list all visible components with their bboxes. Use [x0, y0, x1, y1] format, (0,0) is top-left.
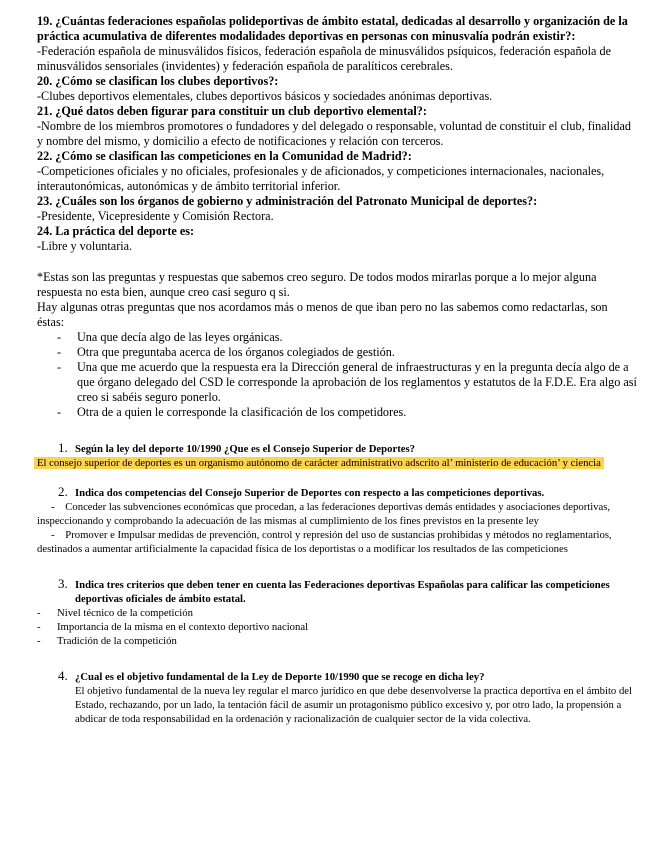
- numbered-question-1: [37, 442, 637, 456]
- document-page: [37, 14, 637, 726]
- list-item: - Nivel técnico de la competición: [37, 606, 637, 620]
- answer-23: -Presidente, Vicepresidente y Comisión Rectora.: [37, 209, 274, 223]
- answer-2-item-2: - Promover e Impulsar medidas de prevención, control y represión del uso de sustancias prohibidas y métodos no reglamentarios, destinados a aumentar artificialmente la capacidad física de los deportistas o a modificar los resultados de las competiciones: [37, 529, 615, 555]
- item-number: 2.: [58, 484, 68, 499]
- answer-20: -Clubes deportivos elementales, clubes deportivos básicos y sociedades anónimas deportivas.: [37, 89, 493, 103]
- question-24: 24. La práctica del deporte es:: [37, 224, 195, 238]
- answer-1-wrap: [37, 456, 637, 470]
- question-22: 22. ¿Cómo se clasifican las competiciones en la Comunidad de Madrid?:: [37, 149, 412, 163]
- question-text: Según la ley del deporte 10/1990 ¿Que es el Consejo Superior de Deportes?: [75, 443, 416, 455]
- question-23: 23. ¿Cuáles son los órganos de gobierno y administración del Patronato Municipal de deportes?:: [37, 194, 538, 208]
- answer-24: -Libre y voluntaria.: [37, 239, 133, 253]
- remembered-questions-list: [37, 330, 637, 420]
- question-19: 19. ¿Cuántas federaciones españolas polideportivas de ámbito estatal, dedicadas al desarrollo y organización de la práctica acumulativa de diferentes modalidades deportivas en personas con minusvalía podrán existir?:: [37, 14, 628, 43]
- list-item: - Otra de a quien le corresponde la clasificación de los competidores.: [37, 405, 637, 420]
- answer-21: -Nombre de los miembros promotores o fundadores y del delegado o responsable, voluntad de constituir el club, finalidad y nombre del mismo, y domicilio a efecto de notificaciones y relación con terceros.: [37, 119, 631, 148]
- answer-2-item-1: - Conceder las subvenciones económicas que procedan, a las federaciones deportivas demás entidades y asociaciones deportivas, inspeccionando y comprobando la adecuación de las mismas al cumplimiento de los fines previstos en la presente ley: [37, 501, 613, 527]
- numbered-question-3: [37, 578, 637, 606]
- list-item: - Una que me acuerdo que la respuesta era la Dirección general de infraestructuras y en la pregunta decía algo de a que órgano delegado del CSD le corresponde la aprobación de los reglamentos y estatutos de la F.D.E. Era algo así creo si sabéis seguro ponerlo.: [37, 360, 637, 405]
- question-20: 20. ¿Cómo se clasifican los clubes deportivos?:: [37, 74, 279, 88]
- item-number: 1.: [58, 440, 68, 455]
- numbered-section: [37, 442, 637, 726]
- answer-22: -Competiciones oficiales y no oficiales, profesionales y de aficionados, y competiciones internacionales, nacionales, interautonómicas, autonómicas y de ámbito territorial inferior.: [37, 164, 605, 193]
- answer-19: -Federación española de minusválidos físicos, federación española de minusválidos psíquicos, federación española de minusválidos sensoriales (invidentes) y federación española de paralíticos cerebrales.: [37, 44, 611, 73]
- question-text: Indica dos competencias del Consejo Superior de Deportes con respecto a las competiciones deportivas.: [75, 487, 545, 499]
- qa-section: [37, 14, 637, 420]
- item-number: 4.: [58, 668, 68, 683]
- list-item: - Tradición de la competición: [37, 634, 637, 648]
- list-item: - Otra que preguntaba acerca de los órganos colegiados de gestión.: [37, 345, 637, 360]
- note-paragraph-2: Hay algunas otras preguntas que nos acordamos más o menos de que iban pero no las sabemos como redactarlas, son éstas:: [37, 300, 608, 329]
- question-21: 21. ¿Qué datos deben figurar para constituir un club deportivo elemental?:: [37, 104, 427, 118]
- list-item: - Una que decía algo de las leyes orgánicas.: [37, 330, 637, 345]
- numbered-question-2: [37, 486, 637, 500]
- numbered-question-4: [37, 670, 637, 684]
- item-number: 3.: [58, 576, 68, 591]
- question-text: Indica tres criterios que deben tener en cuenta las Federaciones deportivas Españolas para calificar las competiciones deportivas oficiales de ámbito estatal.: [75, 579, 610, 605]
- question-text: ¿Cual es el objetivo fundamental de la Ley de Deporte 10/1990 que se recoge en dicha ley?: [75, 671, 485, 683]
- list-item: - Importancia de la misma en el contexto deportivo nacional: [37, 620, 637, 634]
- answer-4: El objetivo fundamental de la nueva ley regular el marco jurídico en que debe desenvolverse la practica deportiva en el ámbito del Estado, rechazando, por un lado, la tentación fácil de asumir un protagonismo público excesivo y, por otro lado, la propensión a abdicar de toda responsabilidad en la ordenación y racionalización de cualquier sector de la vida colectiva.: [75, 685, 633, 725]
- note-paragraph-1: *Estas son las preguntas y respuestas que sabemos creo seguro. De todos modos mirarlas porque a lo mejor alguna respuesta no esta bien, aunque creo casi seguro q si.: [37, 270, 597, 299]
- criteria-list: [37, 606, 637, 648]
- highlighted-answer-1: El consejo superior de deportes es un organismo autónomo de carácter administrativo adscrito al’ ministerio de educación’ y ciencia: [34, 457, 604, 469]
